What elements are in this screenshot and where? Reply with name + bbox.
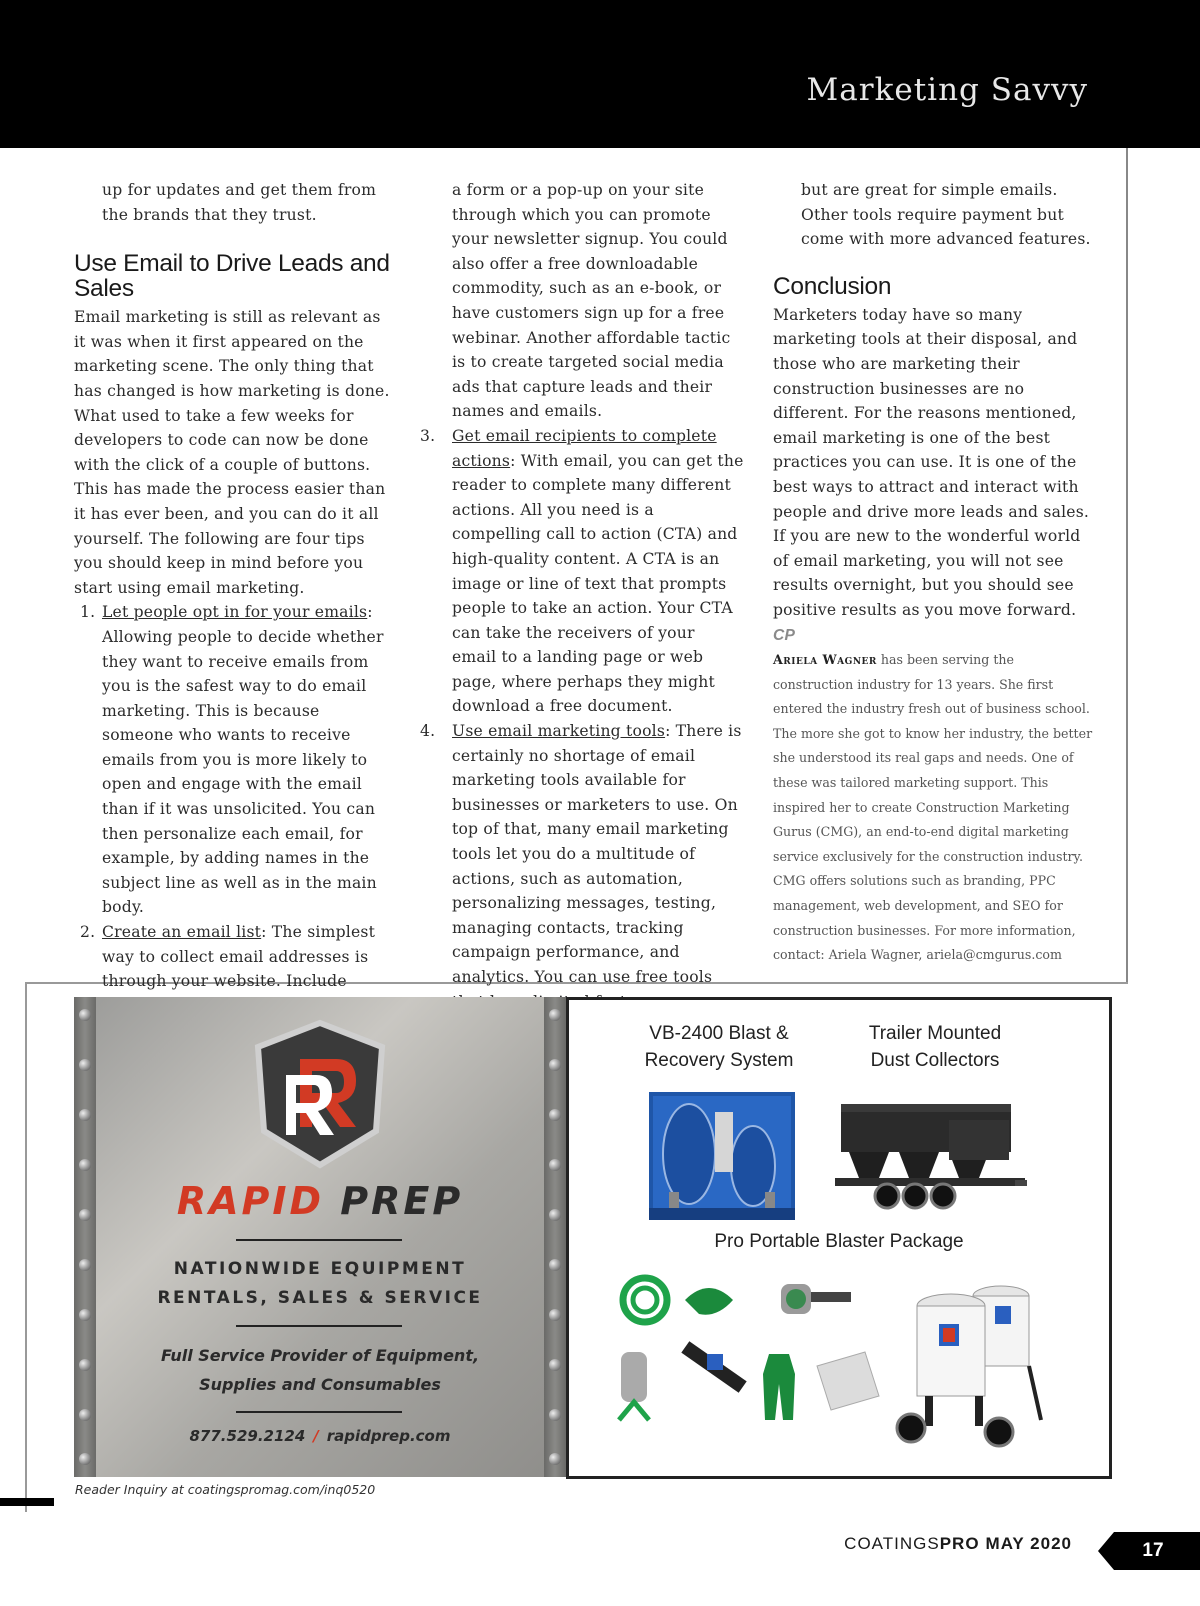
rivet-icon <box>79 1409 91 1421</box>
rivet-icon <box>549 1453 561 1465</box>
section-heading: Use Email to Drive Leads and Sales <box>74 250 390 303</box>
article-column-3 <box>773 178 1098 968</box>
rivet-icon <box>79 1159 91 1171</box>
tip-title: Use email marketing tools <box>452 722 666 741</box>
paragraph: but are great for simple emails. Other tools require payment but come with more advanced features. <box>801 181 1091 249</box>
author-bio <box>773 648 1098 968</box>
product-title <box>845 1020 1025 1074</box>
blast-recovery-system-image <box>649 1092 795 1220</box>
trailer-dust-collector-image <box>829 1100 1029 1218</box>
brand-part-2: PREP <box>340 1179 464 1223</box>
author-name: Ariela Wagner <box>773 652 877 668</box>
section-title: Marketing Savvy <box>806 72 1088 108</box>
divider <box>236 1411 402 1413</box>
rivet-icon <box>79 1453 91 1465</box>
portable-blaster-pot-image <box>891 1270 1051 1448</box>
rivet-strip <box>74 997 96 1477</box>
product-title: Pro Portable Blaster Package <box>714 1231 964 1252</box>
tips-list <box>74 600 394 994</box>
issue-date: MAY 2020 <box>985 1534 1072 1553</box>
conclusion-text: Marketers today have so many marketing tools at their disposal, and those who are marketing their construction businesses are no different. For the reasons mentioned, email marketing is one of the best practices you can use. It is one of the best ways to attract and interact with people and drive more leads and sales. If you are new to the wonderful world of email marketing, you will not see results overnight, but you should see positive results as you move forward. <box>773 305 1090 619</box>
ad-products-panel[interactable] <box>566 997 1112 1479</box>
product-title <box>629 1020 809 1074</box>
blaster-accessories-image <box>609 1270 889 1440</box>
paragraph: a form or a pop-up on your site through which you can promote your newsletter signup. You could also offer a free downloadable commodity, such as an e-book, or have customers sign up for a free webinar. Another affordable tactic is to create targeted social media ads that capture leads and their names and emails. <box>452 181 731 421</box>
article-column-1 <box>74 178 394 994</box>
section-header-bar <box>0 0 1200 148</box>
ad-tagline-1: NATIONWIDE EQUIPMENT <box>173 1259 467 1279</box>
website-link[interactable]: rapidprep.com <box>326 1427 451 1445</box>
tip-title: Get email recipients to complete actions <box>452 426 717 470</box>
ad-tagline-2: RENTALS, SALES & SERVICE <box>157 1288 483 1308</box>
list-item <box>74 600 394 920</box>
divider <box>236 1239 402 1241</box>
list-number: 2. <box>80 923 96 942</box>
tip-body: : With email, you can get the reader to complete many different actions. All you need is a compelling call to action (CTA) and high-quality content. A CTA is an image or line of text that prompts people to take an action. Your CTA can take the receivers of your email to a landing page or web page, where perhaps they might download a free document. <box>452 451 744 716</box>
magazine-name-part-1: COATINGS <box>844 1534 940 1553</box>
tip-body: : The simplest way to collect email addresses is through your website. Include <box>102 923 376 991</box>
section-heading: Conclusion <box>773 272 892 300</box>
paragraph: up for updates and get them from the brands that they trust. <box>102 181 377 224</box>
ad-contact <box>74 1427 566 1445</box>
tips-list <box>420 424 744 1014</box>
footer-magazine-info <box>844 1534 1072 1554</box>
product-title-line: VB-2400 Blast & <box>649 1023 789 1044</box>
paragraph <box>773 303 1098 648</box>
rapid-prep-logo-icon <box>252 1019 388 1169</box>
tip-title: Let people opt in for your emails <box>102 603 368 622</box>
ad-subline-1: Full Service Provider of Equipment, <box>160 1346 480 1365</box>
article-column-2 <box>420 178 744 1014</box>
list-number: 1. <box>80 603 96 622</box>
paragraph: Email marketing is still as relevant as it was when it first appeared on the marketing scene. The only thing that has changed is how marketing is done. What used to take a few weeks for developers to code can now be done with the click of a couple of buttons. This has made the process easier than it has ever been, and you can do it all yourself. The following are four tips you should keep in mind before you start using email marketing. <box>74 308 390 597</box>
rivet-icon <box>79 1009 91 1021</box>
ad-brand-panel[interactable] <box>74 997 566 1477</box>
rivet-icon <box>79 1059 91 1071</box>
ad-frame-corner <box>0 1498 54 1506</box>
product-title-line: Dust Collectors <box>870 1050 1000 1071</box>
list-number: 4. <box>420 722 436 741</box>
divider <box>236 1325 402 1327</box>
product-title-line: Recovery System <box>644 1050 794 1071</box>
tip-title: Create an email list <box>102 923 262 942</box>
tip-body: : Allowing people to decide whether they want to receive emails from you is the safest way to do email marketing. This is because someone who wants to receive emails from you is more likely to open and engage with the email than if it was unsolicited. You can then personalize each email, for example, by adding names in the subject line as well as in the main body. <box>102 603 384 917</box>
article-frame-rule <box>1126 148 1128 984</box>
tip-body: : There is certainly no shortage of email marketing tools available for businesses or marketers to use. On top of that, many email marketing tools let you do a multitude of actions, such as automation, personalizing messages, testing, managing contacts, tracking campaign performance, and analytics. You can use free tools <box>452 722 742 986</box>
rivet-icon <box>549 1409 561 1421</box>
page-number: 17 <box>1142 1540 1164 1561</box>
magazine-name-part-2: PRO <box>939 1534 980 1553</box>
rivet-icon <box>79 1109 91 1121</box>
ad-subline-2: Supplies and Consumables <box>199 1375 441 1394</box>
rivet-strip <box>544 997 566 1477</box>
brand-part-1: RAPID <box>176 1179 325 1223</box>
rivet-icon <box>549 1009 561 1021</box>
end-mark: CP <box>773 626 796 644</box>
list-item <box>420 719 744 1014</box>
product-title-line: Trailer Mounted <box>868 1023 1002 1044</box>
bio-text: has been serving the construction industry for 13 years. She first entered the industry fresh out of business school. The more she got to know her industry, the better she understood its real gaps and needs. One of these was tailored marketing support. This inspired her to create Construction Marketing Gurus (CMG), an end-to-end digital marketing service exclusively for the construction industry. CMG offers solutions such as branding, PPC management, web development, and SEO for construction businesses. For more information, contact: Ariela Wagner, ariela@cmgurus.com <box>773 652 1093 963</box>
phone-number: 877.529.2124 <box>189 1427 306 1445</box>
brand-wordmark <box>74 1179 566 1223</box>
separator: / <box>313 1427 319 1445</box>
ad-frame-rule <box>25 982 27 1512</box>
reader-inquiry[interactable]: Reader Inquiry at coatingspromag.com/inq0520 <box>75 1482 376 1497</box>
list-number: 3. <box>420 426 436 445</box>
rivet-icon <box>549 1059 561 1071</box>
rivet-icon <box>549 1159 561 1171</box>
list-item <box>74 920 394 994</box>
list-item <box>420 424 744 719</box>
rivet-icon <box>549 1109 561 1121</box>
